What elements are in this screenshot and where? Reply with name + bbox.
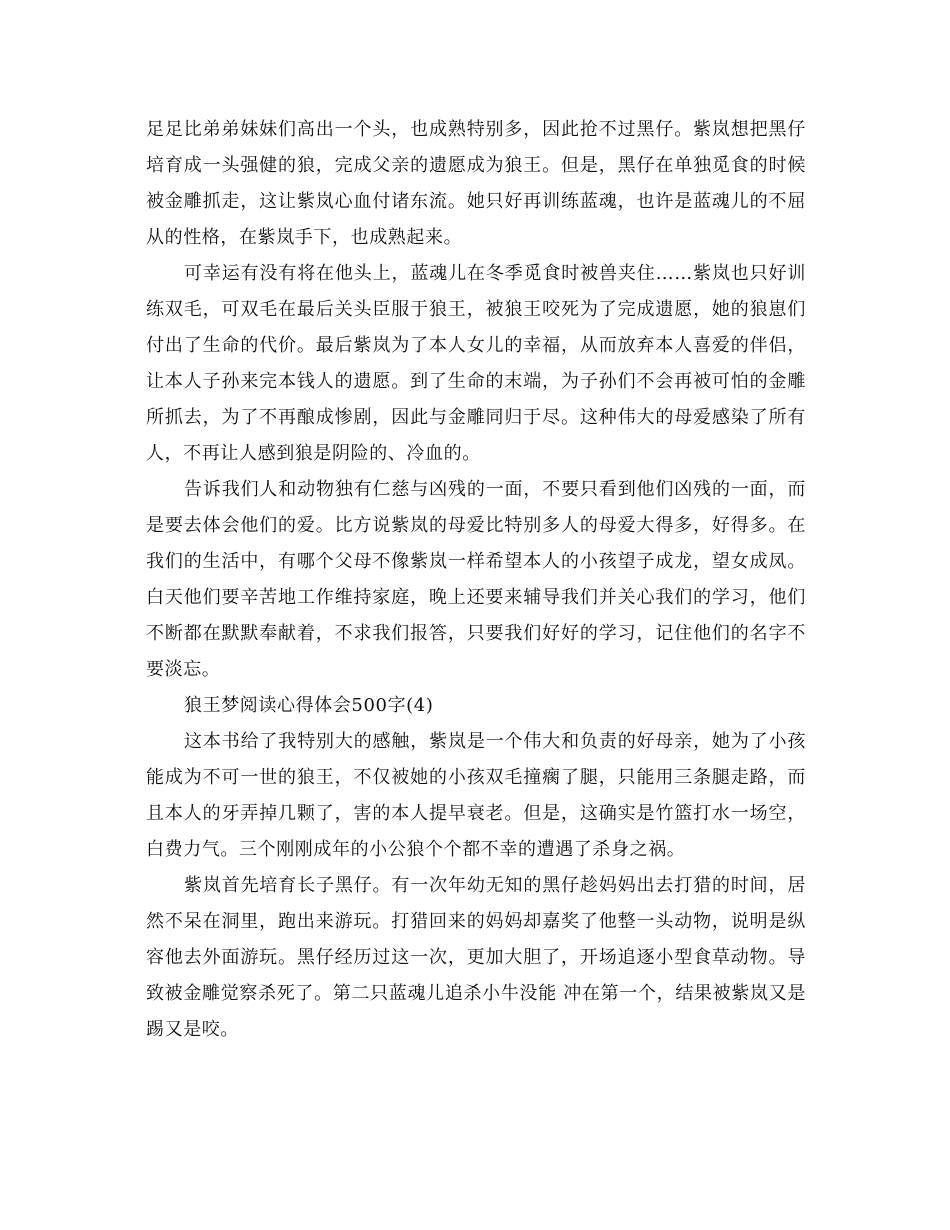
section-heading: 狼王梦阅读心得体会500字(4)	[184, 695, 434, 716]
paragraph-2: 可幸运有没有将在他头上，蓝魂儿在冬季觅食时被兽夹住……紫岚也只好训练双毛，可双毛在最后关头臣服于狼王，被狼王咬死为了完成遗愿，她的狼崽们付出了生命的代价。最后紫岚为了本人女儿的幸福，从而放弃本人喜爱的伴侣，让本人子孙来完本钱人的遗愿。到了生命的末端，为子孙们不会再被可怕的金雕所抓去，为了不再酿成惨剧，因此与金雕同归于尽。这种伟大的母爱感染了所有人，不再让人感到狼是阴险的、冷血的。	[146, 263, 806, 464]
paragraph-4: 这本书给了我特别大的感触，紫岚是一个伟大和负责的好母亲，她为了小孩能成为不可一世的狼王，不仅被她的小孩双毛撞瘸了腿，只能用三条腿走路，而且本人的牙弄掉几颗了，害的本人提早衰老。但是，这确实是竹篮打水一场空，白费力气。三个刚刚成年的小公狼个个都不幸的遭遇了杀身之祸。	[146, 731, 806, 860]
document-body	[146, 112, 806, 1048]
paragraph-3: 告诉我们人和动物独有仁慈与凶残的一面，不要只看到他们凶残的一面，而是要去体会他们的爱。比方说紫岚的母爱比特别多人的母爱大得多，好得多。在我们的生活中，有哪个父母不像紫岚一样希望本人的小孩望子成龙，望女成凤。白天他们要辛苦地工作维持家庭，晚上还要来辅导我们并关心我们的学习，他们不断都在默默奉献着，不求我们报答，只要我们好好的学习，记住他们的名字不要淡忘。	[146, 479, 806, 680]
paragraph-5: 紫岚首先培育长子黑仔。有一次年幼无知的黑仔趁妈妈出去打猎的时间，居然不呆在洞里，跑出来游玩。打猎回来的妈妈却嘉奖了他整一头动物，说明是纵容他去外面游玩。黑仔经历过这一次，更加大胆了，开场追逐小型食草动物。导致被金雕觉察杀死了。第二只蓝魂儿追杀小牛没能 冲在第一个，结果被紫岚又是踢又是咬。	[146, 875, 806, 1040]
paragraph-1: 足足比弟弟妹妹们高出一个头，也成熟特别多，因此抢不过黑仔。紫岚想把黑仔培育成一头强健的狼，完成父亲的遗愿成为狼王。但是，黑仔在单独觅食的时候被金雕抓走，这让紫岚心血付诸东流。她只好再训练蓝魂，也许是蓝魂儿的不屈从的性格，在紫岚手下，也成熟起来。	[146, 119, 806, 248]
